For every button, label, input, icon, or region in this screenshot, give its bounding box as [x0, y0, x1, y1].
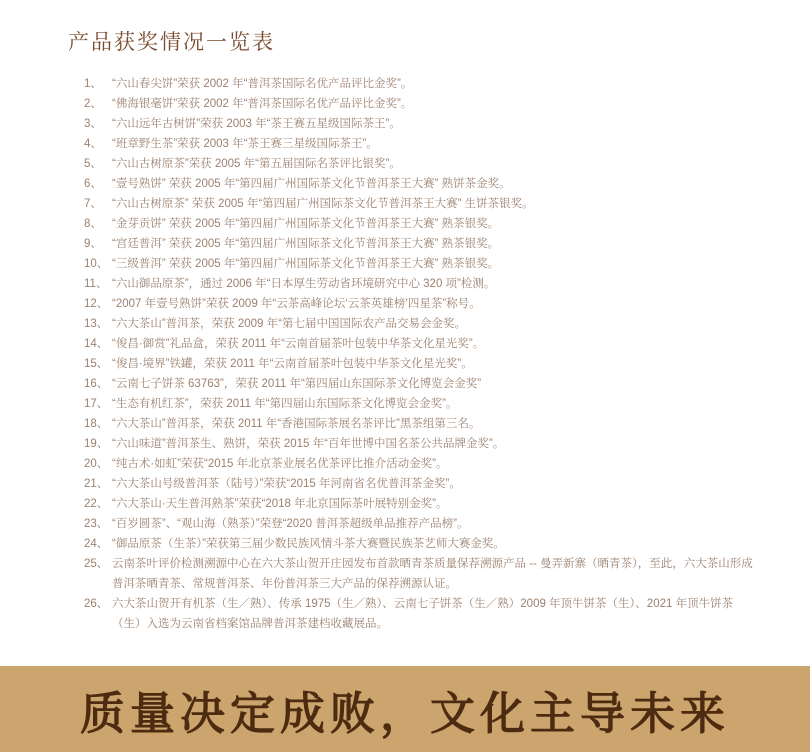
list-item: [84, 534, 756, 554]
list-item-number: 20、: [84, 458, 109, 470]
list-item-text: “六山远年古树饼”荣获 2003 年“茶王赛五星级国际茶王”。: [112, 118, 401, 130]
list-item-text: “六大茶山”普洱茶，荣获 2011 年“香港国际茶展名茶评比”黑茶组第三名。: [112, 418, 481, 430]
list-item-number: 22、: [84, 498, 109, 510]
list-item-text: “云南七子饼茶 63763”，荣获 2011 年“第四届山东国际茶文化博览会金奖”: [112, 378, 482, 390]
list-item-text: “生态有机红茶”，荣获 2011 年“第四届山东国际茶文化博览会金奖”。: [112, 398, 458, 410]
list-item-number: 2、: [84, 98, 102, 110]
list-item-text: “2007 年壹号熟饼”荣获 2009 年“云茶高峰论坛‘云茶英雄榜’四星茶”称号。: [112, 298, 481, 310]
list-item-text: 六大茶山贺开有机茶（生／熟）、传承 1975（生／熟）、云南七子饼茶（生／熟）2009 年顶牛饼茶（生）、2021 年顶牛饼茶（生）入选为云南省档案馆品牌普洱茶建档收藏展品。: [112, 598, 734, 630]
list-item-text: “壹号熟饼” 荣获 2005 年“第四届广州国际茶文化节普洱茶王大赛” 熟饼茶金奖。: [112, 178, 511, 190]
list-item: [84, 394, 756, 414]
list-item-number: 25、: [84, 558, 109, 570]
list-item-text: “六大茶山号级普洱茶（陆号）”荣获“2015 年河南省名优普洱茶金奖”。: [112, 478, 461, 490]
slogan-text: 质量决定成败，文化主导未来: [79, 686, 730, 740]
list-item-text: “纯古术·如虹”荣获“2015 年北京茶业展名优茶评比推介活动金奖”。: [112, 458, 448, 470]
list-item-text: “三级普洱” 荣获 2005 年“第四届广州国际茶文化节普洱茶王大赛” 熟茶银奖。: [112, 258, 500, 270]
list-item: [84, 454, 756, 474]
list-item: [84, 234, 756, 254]
list-item: [84, 374, 756, 394]
list-item: [84, 274, 756, 294]
list-item: [84, 494, 756, 514]
list-item-number: 11、: [84, 278, 108, 290]
list-item-text: 云南茶叶评价检测溯源中心在六大茶山贺开庄园发布首款晒青茶质量保荐溯源产品 -- 曼弄新寨（晒青茶），至此，六大茶山形成普洱茶晒青茶、常规普洱茶、年份普洱茶三大产品的保荐溯源认证。: [112, 558, 753, 590]
list-item-text: “宫廷普洱” 荣获 2005 年“第四届广州国际茶文化节普洱茶王大赛” 熟茶银奖。: [112, 238, 500, 250]
list-item-number: 9、: [84, 238, 102, 250]
slogan-banner: [0, 666, 810, 752]
list-item: [84, 194, 756, 214]
list-item-number: 6、: [84, 178, 102, 190]
list-item-number: 16、: [84, 378, 109, 390]
list-item: [84, 214, 756, 234]
list-item-text: “御品原茶（生茶）”荣获第三届少数民族风情斗茶大赛暨民族茶艺师大赛金奖。: [112, 538, 505, 550]
list-item: [84, 254, 756, 274]
list-item: [84, 154, 756, 174]
awards-list: [84, 74, 756, 634]
list-item-number: 19、: [84, 438, 109, 450]
list-item-number: 15、: [84, 358, 109, 370]
list-item-number: 18、: [84, 418, 109, 430]
list-item: [84, 94, 756, 114]
list-item-text: “佛海银毫饼”荣获 2002 年“普洱茶国际名优产品评比金奖”。: [112, 98, 413, 110]
list-item-text: “金芽贡饼” 荣获 2005 年“第四届广州国际茶文化节普洱茶王大赛” 熟茶银奖。: [112, 218, 500, 230]
list-item: [84, 474, 756, 494]
list-item-number: 5、: [84, 158, 102, 170]
list-item-number: 13、: [84, 318, 109, 330]
list-item-number: 26、: [84, 598, 109, 610]
list-item: [84, 334, 756, 354]
list-item: [84, 514, 756, 534]
page-title: 产品获奖情况一览表: [68, 31, 275, 54]
list-item-text: “六山御品原茶”，通过 2006 年“日本厚生劳动省环境研究中心 320 项”检测。: [112, 278, 496, 290]
list-item: [84, 594, 756, 634]
list-item-text: “六大茶山”普洱茶，荣获 2009 年“第七届中国国际农产品交易会金奖。: [112, 318, 466, 330]
list-item-number: 7、: [84, 198, 102, 210]
list-item-number: 1、: [84, 78, 102, 90]
list-item-text: “六大茶山·天生普洱熟茶”荣获“2018 年北京国际茶叶展特别金奖”。: [112, 498, 448, 510]
list-item-text: “百岁圆茶”、“观山海（熟茶）”荣登“2020 普洱茶超级单品推荐产品榜”。: [112, 518, 469, 530]
list-item-text: “六山味道”普洱茶生、熟饼，荣获 2015 年“百年世博中国名茶公共品牌金奖”。: [112, 438, 505, 450]
list-item-text: “班章野生茶”荣获 2003 年“茶王赛三星级国际茶王”。: [112, 138, 378, 150]
list-item-number: 14、: [84, 338, 109, 350]
list-item: [84, 314, 756, 334]
list-item: [84, 554, 756, 594]
list-item-number: 23、: [84, 518, 109, 530]
list-item: [84, 354, 756, 374]
list-item-number: 10、: [84, 258, 109, 270]
list-item: [84, 434, 756, 454]
list-item: [84, 74, 756, 94]
list-item-text: “俊昌·御赏”礼品盒，荣获 2011 年“云南首届茶叶包装中华茶文化星光奖”。: [112, 338, 485, 350]
list-item: [84, 134, 756, 154]
list-item-text: “六山古树原茶” 荣获 2005 年“第四届广州国际茶文化节普洱茶王大赛” 生饼茶银奖。: [112, 198, 534, 210]
list-item-number: 8、: [84, 218, 102, 230]
list-item-number: 3、: [84, 118, 102, 130]
list-item: [84, 174, 756, 194]
list-item: [84, 114, 756, 134]
list-item-number: 24、: [84, 538, 109, 550]
list-item-number: 12、: [84, 298, 109, 310]
list-item-number: 17、: [84, 398, 109, 410]
list-item-text: “六山古树原茶”荣获 2005 年“第五届国际名茶评比银奖”。: [112, 158, 401, 170]
list-item-number: 21、: [84, 478, 109, 490]
list-item-text: “六山春尖饼”荣获 2002 年“普洱茶国际名优产品评比金奖”。: [112, 78, 413, 90]
list-item-number: 4、: [84, 138, 102, 150]
list-item-text: “俊昌·境界”铁罐，荣获 2011 年“云南首届茶叶包装中华茶文化星光奖”。: [112, 358, 473, 370]
list-item: [84, 414, 756, 434]
list-item: [84, 294, 756, 314]
